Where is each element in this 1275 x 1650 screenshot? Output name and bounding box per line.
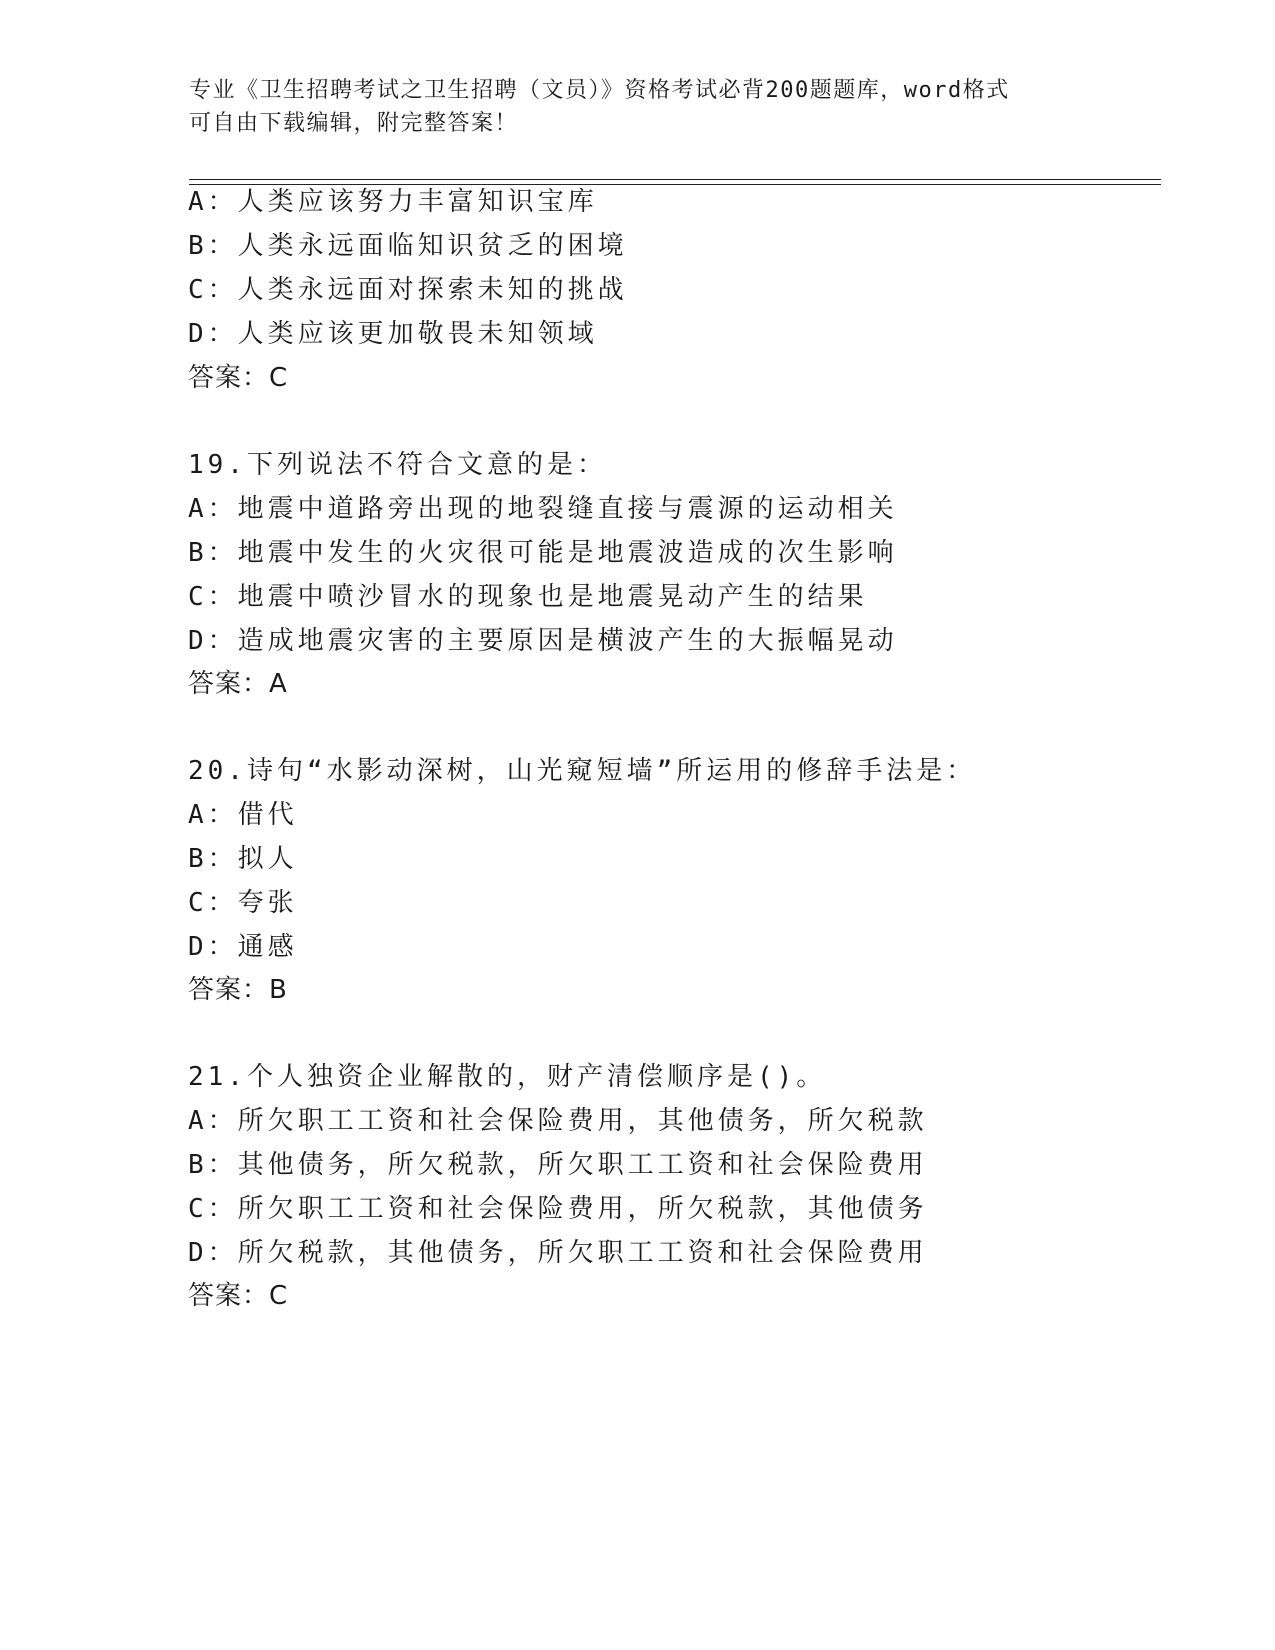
header-divider-top — [189, 179, 1161, 180]
header-title-line-1: 专业《卫生招聘考试之卫生招聘（文员）》资格考试必背200题题库，word格式 — [189, 78, 1010, 103]
answer-line: 答案：B — [188, 975, 288, 1005]
option-d: D：造成地震灾害的主要原因是横波产生的大振幅晃动 — [188, 626, 898, 656]
option-c: C：所欠职工工资和社会保险费用，所欠税款，其他债务 — [188, 1194, 928, 1224]
option-b: B：地震中发生的火灾很可能是地震波造成的次生影响 — [188, 538, 898, 568]
option-d: D：通感 — [188, 932, 298, 962]
question-text: 19.下列说法不符合文意的是： — [188, 450, 607, 480]
option-d: D：所欠税款，其他债务，所欠职工工资和社会保险费用 — [188, 1238, 928, 1268]
header-title-line-2: 可自由下载编辑，附完整答案！ — [189, 111, 519, 136]
question-text: 20.诗句“水影动深树，山光窥短墙”所运用的修辞手法是： — [188, 756, 977, 786]
option-b: B：人类永远面临知识贫乏的困境 — [188, 231, 628, 261]
option-a: A：人类应该努力丰富知识宝库 — [188, 187, 598, 217]
question-text: 21.个人独资企业解散的，财产清偿顺序是()。 — [188, 1062, 827, 1092]
option-a: A：所欠职工工资和社会保险费用，其他债务，所欠税款 — [188, 1106, 928, 1136]
answer-line: 答案：C — [188, 1281, 289, 1311]
answer-line: 答案：C — [188, 363, 289, 393]
option-a: A：地震中道路旁出现的地裂缝直接与震源的运动相关 — [188, 494, 898, 524]
option-b: B：拟人 — [188, 844, 298, 874]
option-c: C：地震中喷沙冒水的现象也是地震晃动产生的结果 — [188, 582, 868, 612]
option-b: B：其他债务，所欠税款，所欠职工工资和社会保险费用 — [188, 1150, 928, 1180]
option-c: C：夸张 — [188, 888, 298, 918]
option-d: D：人类应该更加敬畏未知领域 — [188, 319, 598, 349]
option-a: A：借代 — [188, 800, 298, 830]
answer-line: 答案：A — [188, 669, 288, 699]
document-header — [189, 74, 1089, 140]
option-c: C：人类永远面对探索未知的挑战 — [188, 275, 628, 305]
